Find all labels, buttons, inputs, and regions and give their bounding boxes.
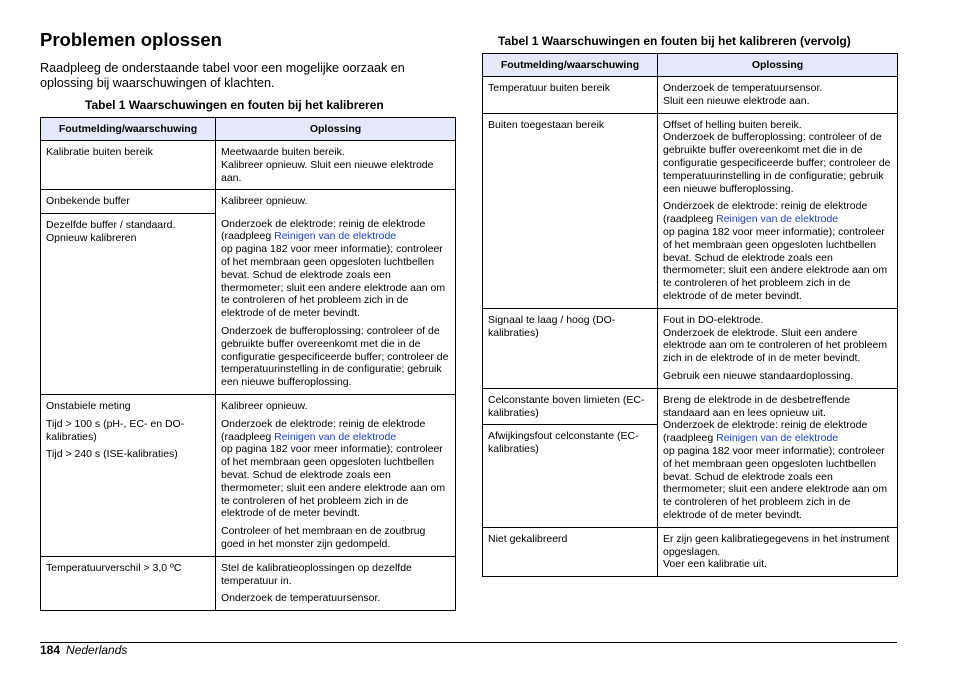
- solution-cell: [216, 556, 456, 610]
- clean-electrode-link[interactable]: Reinigen van de elektrode: [716, 432, 839, 445]
- message-text: Buiten toegestaan bereik: [488, 118, 605, 131]
- solution-cell: [658, 113, 898, 308]
- page-title: Problemen oplossen: [40, 29, 222, 50]
- clean-electrode-link[interactable]: Reinigen van de elektrode: [274, 430, 397, 443]
- clean-electrode-link[interactable]: Reinigen van de elektrode: [274, 230, 397, 243]
- solution-paragraph: Offset of helling buiten bereik. Onderzoek de bufferoplossing: controleer of de gebruikte buffer overeenkomt met die in de configuratie gespecificeerde buffer; controleer de temperatuurinstelling in de configuratie; gebruik een nieuwe bufferoplossing.: [663, 118, 891, 195]
- message-cell: [483, 388, 658, 527]
- solution-paragraph: [221, 218, 450, 320]
- left-warnings-table: [40, 117, 456, 611]
- solution-paragraph: Kalibreer opnieuw.: [221, 400, 308, 413]
- message-text: Afwijkingsfout celconstante (EC-kalibraties): [488, 429, 639, 455]
- message-cell: [41, 141, 216, 190]
- table-row: [483, 308, 898, 388]
- message-cell: [41, 395, 216, 557]
- message-cell: [483, 77, 658, 114]
- message-cell: [483, 308, 658, 388]
- solution-cell: [658, 388, 898, 527]
- column-header-solution: Oplossing: [658, 54, 898, 77]
- solution-text: op pagina 182 voor meer informatie); controleer of het membraan geen opgesloten luchtbellen bevat. Schud de elektrode zoals een thermometer; sluit een andere elektrode aan om te controleren of het probleem zich in de elektrode of de meter bevindt.: [663, 225, 888, 302]
- solution-text: Onderzoek de elektrode: reinig de elektrode (raadpleeg: [221, 417, 426, 443]
- solution-paragraph: Onderzoek de bufferoplossing: controleer of de gebruikte buffer overeenkomt met die in de configuratie gespecificeerde buffer; controleer de temperatuurinstelling in de configuratie; gebruik een nieuwe bufferoplossing.: [221, 325, 449, 389]
- message-text: Onbekende buffer: [46, 195, 130, 208]
- table-row: [41, 556, 456, 610]
- solution-text: op pagina 182 voor meer informatie); controleer of het membraan geen opgesloten luchtbellen bevat. Schud de elektrode zoals een thermometer; sluit een andere elektrode aan om te controleren of het probleem zich in de elektrode of de meter bevindt.: [221, 443, 446, 520]
- right-warnings-table: [482, 53, 898, 577]
- message-text: Onstabiele meting: [46, 400, 131, 413]
- message-text: Tijd > 240 s (ISE-kalibraties): [46, 448, 178, 461]
- message-text: Kalibratie buiten bereik: [46, 146, 153, 158]
- table-header-row: [483, 54, 898, 77]
- column-header-message: Foutmelding/waarschuwing: [41, 118, 216, 141]
- message-cell: [483, 113, 658, 308]
- solution-paragraph: [221, 418, 450, 520]
- table-row: [483, 77, 898, 114]
- solution-cell: [658, 308, 898, 388]
- table-row: [41, 141, 456, 190]
- solution-text: Onderzoek de elektrode: reinig de elektrode (raadpleeg: [221, 217, 426, 243]
- left-table-caption: Tabel 1 Waarschuwingen en fouten bij het kalibreren: [85, 98, 384, 112]
- right-table-caption: Tabel 1 Waarschuwingen en fouten bij het kalibreren (vervolg): [498, 34, 851, 48]
- solution-text: Meetwaarde buiten bereik. Kalibreer opnieuw. Sluit een nieuwe elektrode aan.: [221, 146, 434, 184]
- message-text: Tijd > 100 s (pH-, EC- en DO-kalibraties): [46, 417, 185, 443]
- clean-electrode-link[interactable]: Reinigen van de elektrode: [716, 213, 839, 226]
- message-cell: [41, 556, 216, 610]
- message-subcell: [483, 425, 657, 461]
- solution-paragraph: Breng de elektrode in de desbetreffende standaard aan en lees opnieuw uit.: [663, 393, 851, 419]
- column-header-solution: Oplossing: [216, 118, 456, 141]
- table-row: [41, 190, 456, 214]
- solution-paragraph: Stel de kalibratieoplossingen op dezelfde temperatuur in.: [221, 561, 412, 587]
- solution-text: op pagina 182 voor meer informatie); controleer of het membraan geen opgesloten luchtbellen bevat. Schud de elektrode zoals een thermometer; sluit een andere elektrode aan om te controleren of het probleem zich in de elektrode of de meter bevindt.: [663, 444, 888, 521]
- solution-cell: [216, 190, 456, 214]
- message-text: Celconstante boven limieten (EC-kalibraties): [488, 393, 645, 419]
- solution-paragraph: Onderzoek de temperatuursensor.: [221, 592, 381, 605]
- page-footer: [40, 643, 127, 657]
- solution-cell: [216, 395, 456, 557]
- solution-paragraph: Gebruik een nieuwe standaardoplossing.: [663, 369, 854, 382]
- solution-cell: [216, 141, 456, 190]
- page-number: 184: [40, 643, 61, 657]
- message-text: Signaal te laag / hoog (DO-kalibraties): [488, 313, 616, 339]
- solution-text: op pagina 182 voor meer informatie); controleer of het membraan geen opgesloten luchtbellen bevat. Schud de elektrode zoals een thermometer; sluit een andere elektrode aan om te controleren of het probleem zich in de elektrode of de meter bevindt.: [221, 243, 446, 320]
- solution-text: Onderzoek de elektrode: reinig de elektrode (raadpleeg: [663, 200, 868, 226]
- solution-paragraph: [663, 200, 892, 302]
- solution-cell: [216, 214, 456, 395]
- message-text: Temperatuurverschil > 3,0 ºC: [46, 561, 182, 574]
- solution-text: Onderzoek de temperatuursensor. Sluit een nieuwe elektrode aan.: [663, 82, 823, 107]
- solution-text: Er zijn geen kalibratiegegevens in het instrument opgeslagen. Voer een kalibratie uit.: [663, 532, 890, 571]
- intro-paragraph: Raadpleeg de onderstaande tabel voor een mogelijke oorzaak en oplossing bij waarschuwingen of klachten.: [40, 61, 405, 90]
- message-cell: [41, 190, 216, 214]
- message-text: Dezelfde buffer / standaard. Opnieuw kalibreren: [46, 219, 176, 244]
- solution-cell: [658, 77, 898, 114]
- table-row: [483, 113, 898, 308]
- solution-cell: [658, 527, 898, 576]
- solution-paragraph: Fout in DO-elektrode. Onderzoek de elektrode. Sluit een andere elektrode aan om te controleren of het probleem zich in de elektrode of in de meter bevindt.: [663, 313, 888, 365]
- footer-divider: [40, 642, 897, 643]
- message-text: Niet gekalibreerd: [488, 532, 568, 545]
- table-row: [41, 395, 456, 557]
- message-cell: [483, 527, 658, 576]
- table-row: [483, 388, 898, 527]
- solution-text: Onderzoek de elektrode: reinig de elektrode (raadpleeg: [663, 419, 868, 445]
- footer-language: Nederlands: [66, 643, 128, 657]
- solution-paragraph: [663, 419, 892, 521]
- table-row: [41, 214, 456, 395]
- column-header-message: Foutmelding/waarschuwing: [483, 54, 658, 77]
- message-subcell: [483, 389, 657, 425]
- message-cell: [41, 214, 216, 395]
- message-text: Temperatuur buiten bereik: [488, 82, 610, 94]
- solution-paragraph: Controleer of het membraan en de zoutbrug goed in het monster zijn gedompeld.: [221, 525, 426, 551]
- solution-text: Kalibreer opnieuw.: [221, 195, 308, 208]
- table-row: [483, 527, 898, 576]
- table-header-row: [41, 118, 456, 141]
